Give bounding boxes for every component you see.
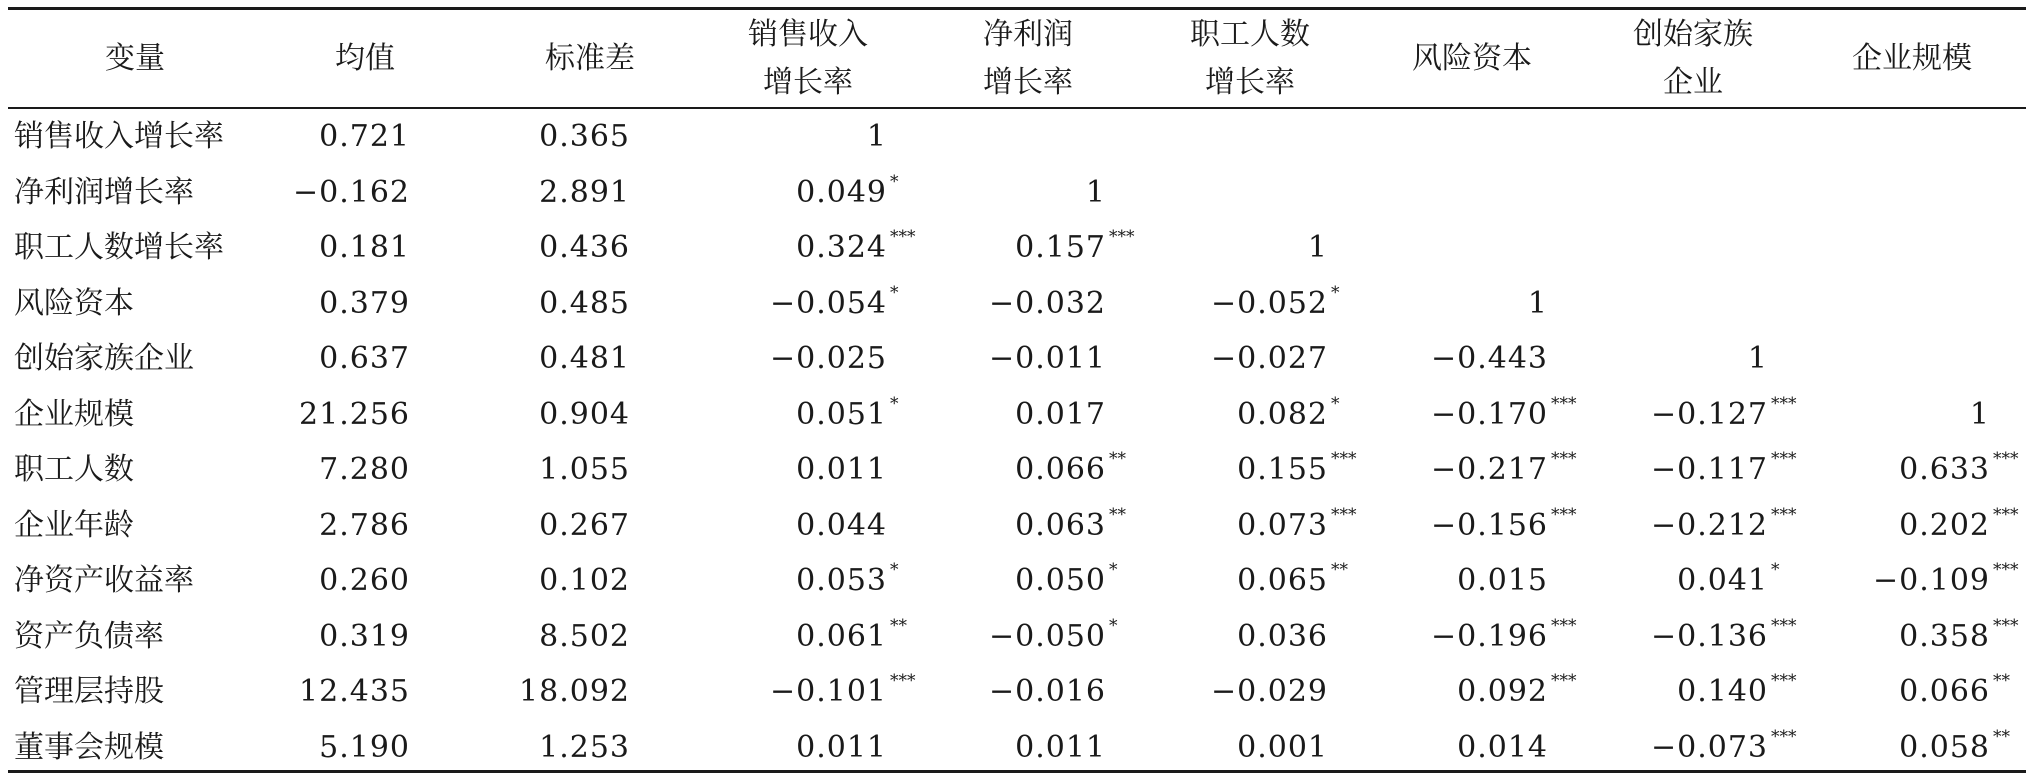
cell-value: 0.092 [1457,674,1548,709]
cell-value: 18.092 [519,674,630,709]
table-cell [1431,498,1548,553]
cell-value: 0.140 [1677,674,1768,709]
cell-value: −0.054 [769,285,887,321]
cell-value: −0.025 [769,341,887,376]
cell-value: 1 [866,119,887,154]
cell-value: −0.029 [1210,674,1328,709]
column-header [480,10,700,107]
column-header [698,10,918,107]
significance-stars: * [890,560,899,580]
table-cell [1677,553,1768,608]
table-cell [796,220,887,275]
cell-value: −0.011 [988,341,1106,376]
cell-value: 0.058 [1899,729,1990,765]
cell-value: 0.015 [1457,563,1548,598]
column-header-line: 增长率 [983,64,1073,100]
significance-stars: ** [1109,449,1126,469]
table-cell [539,165,630,220]
cell-value: 0.044 [796,507,887,543]
significance-stars: * [1771,560,1780,580]
cell-value: 1.055 [539,452,630,487]
cell-value: −0.016 [988,674,1106,709]
row-label: 企业规模 [14,396,134,432]
cell-value: 0.011 [796,729,887,765]
table-cell [539,331,630,386]
row-label: 管理层持股 [14,674,164,709]
table-cell [989,664,1106,719]
cell-value: 0.082 [1237,396,1328,432]
table-cell [319,609,410,664]
row-label: 职工人数增长率 [14,230,224,265]
column-header-line: 创始家族 [1633,16,1753,52]
table-cell [293,165,410,220]
cell-value: −0.117 [1650,452,1768,487]
column-header-line: 净利润 [983,16,1073,52]
table-row [0,109,2032,164]
table-row [0,220,2032,275]
cell-value: 0.011 [1015,729,1106,765]
table-cell [796,609,887,664]
cell-value: 0.181 [319,230,410,265]
table-cell [539,276,630,331]
table-cell [1015,220,1106,275]
table-cell [1211,664,1328,719]
significance-stars: * [890,282,899,303]
cell-value: 21.256 [299,396,410,432]
cell-value: 0.481 [539,341,630,376]
cell-value: −0.170 [1430,396,1548,432]
significance-stars: *** [1551,671,1577,691]
cell-value: −0.443 [1430,341,1548,376]
column-header-line: 均值 [335,40,395,76]
table-cell [1237,442,1328,497]
significance-stars: *** [1771,449,1797,469]
table-cell [319,442,410,497]
cell-value: −0.027 [1210,341,1328,376]
row-label: 企业年龄 [14,507,134,543]
cell-value: 0.063 [1015,507,1106,543]
table-cell [1457,664,1548,719]
column-header-line: 职工人数 [1190,16,1310,52]
table-cell [1873,553,1990,608]
table-cell [1748,331,1768,386]
table-cell [319,720,410,775]
cell-value: 0.904 [539,396,630,432]
cell-value: 0.365 [539,119,630,154]
table-cell [319,553,410,608]
table-cell [1211,276,1328,331]
significance-stars: *** [1331,449,1357,469]
cell-value: −0.050 [988,618,1106,654]
table-cell [1237,609,1328,664]
table-cell [1237,498,1328,553]
table-cell [1528,276,1548,331]
table-cell [796,165,887,220]
cell-value: 0.051 [796,396,887,432]
table-cell [299,664,410,719]
table-cell [1651,609,1768,664]
table-cell [539,720,630,775]
significance-stars: * [1109,560,1118,580]
table-cell [319,220,410,275]
row-label: 净利润增长率 [14,174,194,210]
significance-stars: *** [890,227,916,247]
table-cell [1015,498,1106,553]
table-cell [1015,553,1106,608]
cell-value: 0.053 [796,563,887,598]
column-header-line: 企业 [1663,64,1723,100]
significance-stars: * [890,171,899,192]
cell-value: 0.001 [1237,729,1328,765]
significance-stars: * [1331,393,1340,414]
cell-value: 12.435 [299,674,410,709]
significance-stars: *** [1993,615,2019,636]
significance-stars: *** [1771,393,1797,414]
cell-value: 0.637 [319,341,410,376]
table-cell [1651,387,1768,442]
significance-stars: *** [1551,449,1577,469]
cell-value: 0.041 [1677,563,1768,598]
table-cell [1211,331,1328,386]
table-cell [539,553,630,608]
significance-stars: * [1331,282,1340,303]
cell-value: 0.260 [319,563,410,598]
table-cell [1651,498,1768,553]
cell-value: −0.032 [988,285,1106,321]
table-cell [796,387,887,442]
cell-value: 0.065 [1237,563,1328,598]
significance-stars: *** [1771,504,1797,525]
significance-stars: * [890,393,899,414]
column-header [918,10,1138,107]
cell-value: −0.109 [1872,563,1990,598]
cell-value: 0.155 [1237,452,1328,487]
significance-stars: *** [1551,393,1577,414]
table-cell [539,609,630,664]
cell-value: −0.212 [1650,507,1768,543]
row-label: 董事会规模 [14,729,164,765]
table-cell [1431,609,1548,664]
table-row [0,165,2032,220]
column-header [1362,10,1582,107]
table-cell [989,276,1106,331]
cell-value: −0.127 [1650,396,1768,432]
table-cell [1677,664,1768,719]
row-label: 风险资本 [14,285,134,321]
significance-stars: ** [1993,671,2010,691]
table-cell [539,387,630,442]
column-header [1802,10,2022,107]
significance-stars: *** [1551,504,1577,525]
significance-stars: ** [1331,560,1348,580]
cell-value: 0.066 [1899,674,1990,709]
cell-value: 0.066 [1015,452,1106,487]
table-cell [1899,664,1990,719]
table-row [0,609,2032,664]
cell-value: 1 [1527,285,1548,321]
cell-value: 0.102 [539,563,630,598]
table-row [0,387,2032,442]
significance-stars: *** [1993,449,2019,469]
significance-stars: *** [890,671,916,691]
cell-value: −0.162 [292,174,410,210]
table-cell [1015,442,1106,497]
table-cell [1899,720,1990,775]
cell-value: 0.157 [1015,230,1106,265]
table-cell [519,664,630,719]
table-cell [1431,331,1548,386]
significance-stars: *** [1109,227,1135,247]
table-cell [989,609,1106,664]
cell-value: 2.891 [539,174,630,210]
table-cell [770,276,887,331]
row-label: 创始家族企业 [14,341,194,376]
significance-stars: ** [890,615,907,636]
cell-value: 0.061 [796,618,887,654]
cell-value: 1 [1085,174,1106,210]
cell-value: 0.436 [539,230,630,265]
table-cell [770,331,887,386]
column-header-line: 变量 [105,40,165,76]
table-cell [539,220,630,275]
row-label: 职工人数 [14,452,134,487]
table-row [0,331,2032,386]
cell-value: 1.253 [539,729,630,765]
cell-value: 0.036 [1237,618,1328,654]
cell-value: 0.050 [1015,563,1106,598]
significance-stars: *** [1771,726,1797,747]
table-cell [1457,720,1548,775]
table-cell [1431,387,1548,442]
table-cell [1015,720,1106,775]
table-cell [1457,553,1548,608]
cell-value: 8.502 [539,618,630,654]
table-cell [1015,387,1106,442]
significance-stars: *** [1551,615,1577,636]
table-cell [1086,165,1106,220]
cell-value: −0.052 [1210,285,1328,321]
table-row [0,442,2032,497]
table-row [0,498,2032,553]
column-header-line: 增长率 [1205,64,1295,100]
cell-value: 2.786 [319,507,410,543]
significance-stars: *** [1771,615,1797,636]
table-cell [319,276,410,331]
table-cell [770,664,887,719]
cell-value: 0.073 [1237,507,1328,543]
significance-stars: *** [1771,671,1797,691]
table-cell [1308,220,1328,275]
cell-value: 0.267 [539,507,630,543]
cell-value: 5.190 [319,729,410,765]
cell-value: 0.014 [1457,729,1548,765]
column-header [1140,10,1360,107]
table-cell [1899,498,1990,553]
column-header-line: 销售收入 [748,16,868,52]
table-cell [796,720,887,775]
table-cell [1651,720,1768,775]
cell-value: 0.202 [1899,507,1990,543]
table-cell [319,331,410,386]
cell-value: −0.136 [1650,618,1768,654]
table-cell [1237,720,1328,775]
cell-value: 0.319 [319,618,410,654]
table-cell [539,442,630,497]
significance-stars: *** [1331,504,1357,525]
cell-value: 0.017 [1015,396,1106,432]
column-header-line: 标准差 [545,40,635,76]
table-cell [539,498,630,553]
significance-stars: *** [1993,504,2019,525]
table-cell [1899,442,1990,497]
table-cell [1651,442,1768,497]
column-header [25,10,245,107]
cell-value: 1 [1307,230,1328,265]
row-label: 销售收入增长率 [14,119,224,154]
cell-value: 1 [1747,341,1768,376]
row-label: 净资产收益率 [14,563,194,598]
cell-value: 0.485 [539,285,630,321]
table-cell [319,109,410,164]
column-header-line: 企业规模 [1852,40,1972,76]
significance-stars: ** [1109,504,1126,525]
table-cell [867,109,887,164]
table-cell [1237,387,1328,442]
table-row [0,553,2032,608]
cell-value: 1 [1969,396,1990,432]
row-label: 资产负债率 [14,618,164,654]
cell-value: 0.011 [796,452,887,487]
cell-value: −0.073 [1650,729,1768,765]
cell-value: −0.217 [1430,452,1548,487]
table-cell [1237,553,1328,608]
table-cell [1899,609,1990,664]
table-cell [796,553,887,608]
column-header [1583,10,1803,107]
table-cell [1970,387,1990,442]
table-row [0,720,2032,775]
table-cell [796,442,887,497]
cell-value: −0.196 [1430,618,1548,654]
cell-value: −0.156 [1430,507,1548,543]
significance-stars: *** [1993,560,2019,580]
cell-value: 0.324 [796,230,887,265]
column-header [255,10,475,107]
table-cell [1431,442,1548,497]
table-cell [796,498,887,553]
cell-value: −0.101 [769,674,887,709]
column-header-line: 风险资本 [1412,40,1532,76]
column-header-line: 增长率 [763,64,853,100]
cell-value: 0.633 [1899,452,1990,487]
table-cell [299,387,410,442]
cell-value: 0.721 [319,119,410,154]
significance-stars: ** [1993,726,2010,747]
cell-value: 0.049 [796,174,887,210]
table-cell [319,498,410,553]
cell-value: 7.280 [319,452,410,487]
table-row [0,664,2032,719]
table-row [0,276,2032,331]
significance-stars: * [1109,615,1118,636]
cell-value: 0.358 [1899,618,1990,654]
cell-value: 0.379 [319,285,410,321]
table-cell [539,109,630,164]
table-cell [989,331,1106,386]
